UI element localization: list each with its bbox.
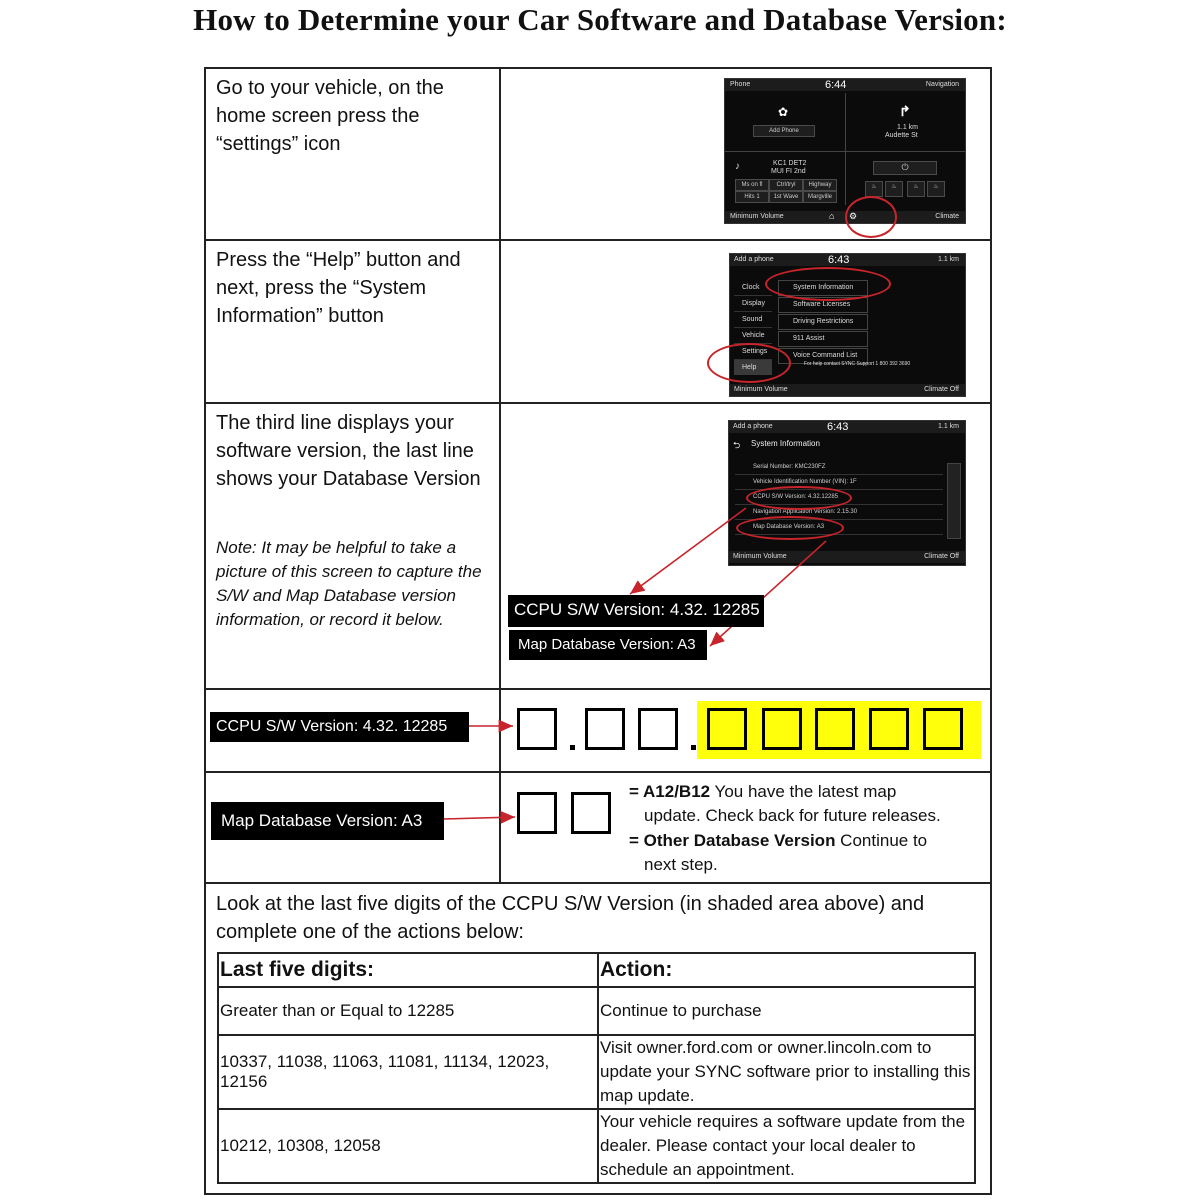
preset-button: Hits 1 — [735, 191, 769, 203]
seat-cool-icon: ♨ — [907, 181, 925, 197]
database-letter-box[interactable] — [517, 792, 557, 834]
min-volume-label: Minimum Volume — [730, 213, 784, 220]
action-cell: Visit owner.ford.com or owner.lincoln.com to update your SYNC software prior to installing this map update. — [598, 1035, 975, 1109]
decimal-dot — [691, 745, 696, 750]
driving-restrictions-item: Driving Restrictions — [778, 314, 868, 330]
system-information-item: System Information — [778, 280, 868, 296]
settings-icon: ⚙ — [849, 211, 858, 221]
digit-box[interactable] — [638, 708, 678, 750]
header-right-label: 1.1 km — [937, 423, 959, 430]
climate-label: Climate — [935, 213, 959, 220]
digits-cell: Greater than or Equal to 12285 — [218, 987, 598, 1035]
header-left-label: Add a phone — [734, 256, 774, 263]
page-title: How to Determine your Car Software and Database Version: — [193, 2, 1007, 37]
navigation-version-row: Navigation Application Version: 2.15.30 — [735, 506, 943, 520]
vin-row: Vehicle Identification Number (VIN): 1F — [735, 476, 943, 490]
seat-heat-icon: ♨ — [865, 181, 883, 197]
digit-box[interactable] — [707, 708, 747, 750]
ccpu-version-label: CCPU S/W Version: 4.32. 12285 — [508, 595, 764, 627]
preset-button: 1st Wave — [769, 191, 803, 203]
step-1-text: Go to your vehicle, on the home screen press the “settings” icon — [216, 77, 444, 155]
help-contact-text: For help contact SYNC Support 1 800 392 3690 — [804, 361, 911, 367]
digit-box[interactable] — [869, 708, 909, 750]
step-3-text: The third line displays your software version, the last line shows your Database Version — [216, 412, 481, 490]
legend-other-cont: next step. — [644, 855, 718, 874]
instruction-text: Look at the last five digits of the CCPU S/W Version (in shaded area above) and complete one of the actions below: — [216, 893, 925, 943]
last-five-digits-header: Last five digits: — [218, 953, 598, 987]
phone-label: Phone — [730, 81, 751, 88]
action-cell: Your vehicle requires a software update from the dealer. Please contact your local dealer to schedule an appointment. — [598, 1109, 975, 1183]
clock-time: 6:43 — [827, 421, 849, 433]
note-text: Note: It may be helpful to take a picture of this screen to capture the S/W and Map Database version information, or record it below. — [216, 538, 482, 629]
software-licenses-item: Software Licenses — [778, 297, 868, 313]
arrow-to-map-label — [710, 541, 826, 646]
legend-latest-cont: update. Check back for future releases. — [644, 806, 941, 825]
legend-other: = Other Database Version Continue to — [629, 831, 928, 850]
table-row — [218, 1109, 975, 1183]
action-header: Action: — [598, 953, 975, 987]
preset-button: Ctrl/tryl — [769, 179, 803, 191]
menu-item-clock: Clock — [734, 280, 772, 296]
clock-time: 6:43 — [828, 254, 850, 266]
digits-cell: 10337, 11038, 11063, 11081, 11134, 12023, 12156 — [218, 1035, 598, 1109]
seat-cool-icon: ♨ — [927, 181, 945, 197]
map-database-row: Map Database Version: A3 — [735, 521, 943, 535]
preset-button: Ms on fl — [735, 179, 769, 191]
back-arrow-icon: ⮌ — [733, 440, 741, 450]
preset-button: Margville — [803, 191, 837, 203]
menu-item-help: Help — [734, 360, 772, 375]
digits-action-table — [217, 952, 976, 1184]
map-database-version-label-entry: Map Database Version: A3 — [211, 802, 444, 840]
voice-command-list-item: Voice Command List — [778, 348, 868, 364]
header-right-label: 1.1 km — [937, 256, 959, 263]
arrow-to-map-boxes — [444, 817, 515, 819]
decimal-dot — [570, 745, 575, 750]
station-sub-label: MUI FI 2nd — [771, 168, 806, 175]
min-volume-label: Minimum Volume — [734, 386, 788, 393]
table-row — [218, 987, 975, 1035]
station-label: KC1 DET2 — [773, 160, 807, 167]
seat-heat-icon: ♨ — [885, 181, 903, 197]
database-number-box[interactable] — [571, 792, 611, 834]
digit-box[interactable] — [815, 708, 855, 750]
table-row — [218, 1035, 975, 1109]
min-volume-label: Minimum Volume — [733, 553, 787, 560]
map-database-version-label: Map Database Version: A3 — [509, 630, 707, 660]
system-information-heading: System Information — [751, 439, 820, 448]
climate-label: Climate Off — [924, 386, 959, 393]
preset-button: Highway — [803, 179, 837, 191]
climate-label: Climate Off — [924, 553, 959, 560]
music-icon: ♪ — [735, 161, 740, 172]
table-header-row — [218, 953, 975, 987]
digit-box[interactable] — [585, 708, 625, 750]
arrow-to-ccpu-label — [630, 508, 746, 594]
header-left-label: Add a phone — [733, 423, 773, 430]
action-cell: Continue to purchase — [598, 987, 975, 1035]
clock-time: 6:44 — [825, 79, 847, 91]
power-icon: ⏻ — [873, 161, 937, 175]
digits-cell: 10212, 10308, 12058 — [218, 1109, 598, 1183]
navigation-label: Navigation — [925, 81, 959, 88]
add-phone-button: Add Phone — [753, 125, 815, 137]
phone-icon: ✿ — [778, 105, 789, 119]
menu-item-sound: Sound — [734, 312, 772, 328]
legend-latest: = A12/B12 You have the latest map — [629, 782, 897, 801]
step-2-text: Press the “Help” button and next, press the “System Information” button — [216, 249, 461, 327]
serial-number-row: Serial Number: KMC230FZ — [735, 461, 943, 475]
911-assist-item: 911 Assist — [778, 331, 868, 347]
digit-box[interactable] — [923, 708, 963, 750]
turn-arrow-icon: ↱ — [899, 103, 911, 119]
home-icon: ⌂ — [829, 211, 835, 221]
menu-item-display: Display — [734, 296, 772, 312]
distance-label: 1.1 km — [897, 124, 919, 131]
menu-item-vehicle: Vehicle — [734, 328, 772, 344]
digit-box[interactable] — [762, 708, 802, 750]
digit-box[interactable] — [517, 708, 557, 750]
street-label: Audette St — [885, 132, 918, 139]
menu-item-settings: Settings — [734, 344, 772, 360]
ccpu-version-label-entry: CCPU S/W Version: 4.32. 12285 — [210, 712, 469, 742]
ccpu-version-row: CCPU S/W Version: 4.32.12285 — [735, 491, 943, 505]
